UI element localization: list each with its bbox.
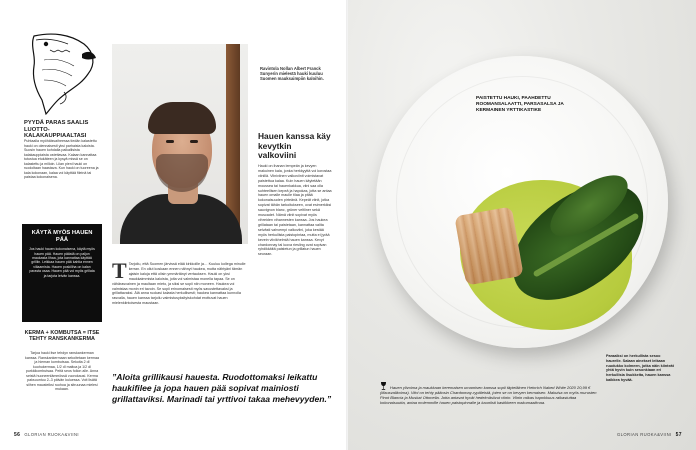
portrait-caption: Ravintola Nollan Albert Franck Sunyerin mielestä hauki kuuluu Suomen mauksaimpiin kaloihin. xyxy=(260,66,324,82)
fish-illustration-icon xyxy=(24,30,100,116)
right-page xyxy=(348,0,696,450)
tip-box-heading: KÄYTÄ MYÖS HAUEN PÄÄ xyxy=(31,230,93,243)
sidebar-text-creme-fraiche: Tarjoa hauki itse tehdyn ranskankerman kanssa. Ranskankermaan sekoitetaan kermaa ja hieman kombutsaa. Sekoita 2 dl kuohukermaa, 1/2 dl maitoa ja 1/2 dl purkkikombutsaa. Peitä seos folion alle. Anna seistä huoneenlämmössä vuorokausi. Kerma paksuuntuu 2–3 päivän kuluessa. Voit lisätä siihen mausteiksi ruohoa ja sitruunaa mielesi mukaan. xyxy=(25,351,99,391)
dish-side-note: Paraaiksi on herkullista sesoo haurelle. Salaan ainekset leikaan ruudukko kolmeen, jotka näin kiinteät yhtä hyvin kuin sesonkiaan eri herkullisia lisukkeita, hauen kanssa kaikkea hyvää. xyxy=(606,354,674,382)
article-subheading: Hauen kanssa käy kevytkin valkoviini xyxy=(258,131,331,161)
article-body-main xyxy=(112,262,248,362)
wine-recommendation xyxy=(380,382,600,405)
portrait-eye-right xyxy=(190,140,198,143)
page-number-right: 57 xyxy=(675,432,682,438)
portrait-beard xyxy=(156,154,208,192)
tip-box-text: Jos hauki hauen kokonaisena, käytä myös hauen pää. Hauen päästä on paljon maukasta lihaa, jota kannattaa käyttää grilliin. Leikkaa hauen pää kahtia ennen viilaamista. Hauen poskiliha on kalan parasta osaa. Hauen pää voi myös grillata ja tarjota leivän kanssa. xyxy=(29,247,95,278)
portrait-hair xyxy=(148,102,216,134)
tip-box-fish-head xyxy=(22,224,102,322)
sidebar-heading-fishmonger: PYYDÄ PARAS SAALIS LUOTTO-KALAKAUPPIAALTASI xyxy=(24,120,89,140)
dish-title: PAISTETTU HAUKI, PAAHDETTU ROOMANSALAATTI, PARSASALSA JA KERMAINEN YRTTIKASTIKE xyxy=(476,96,564,113)
page-folio-left xyxy=(14,432,79,438)
magazine-title-left: GLORIAN RUOKA&VIINI xyxy=(24,432,79,437)
sidebar-text-fishmonger: Puhtaalla myöhäisvaiheessa tiedän kalastettu hauki on olennaisesti yksi parhaista kaloista. Suosin hauen kohdalla paikallisista kalakauppiaista ostettavaa. Kalaan kannattaa tutustua etukäteen ja kysyä missä se on kalastettu ja milloin. Liian pieni hauki on ruodoltaan haastava. Kun hauki on tuoreena ja kala kokonaan, kalaa voi käyttää fileinä tai paistaa kokonaisena. xyxy=(24,139,99,179)
magazine-title-right: GLORIAN RUOKA&VIINI xyxy=(617,432,672,437)
page-folio-right xyxy=(617,432,682,438)
drop-cap: T xyxy=(112,262,127,283)
pull-quote: ”Aloita grillikausi hauesta. Ruodottomaksi leikattu haukifilee ja jopa hauen pää sopivat mainiosti grillattaviksi. Marinadi tai yrttivoi takaa mehevyyden.” xyxy=(112,372,332,404)
wine-recommendation-text: Hauen ylivoima ja maukkaan keremaisen umamisen kanssa sopii täyteläinen Heinrich Naked White 2020 20,99 € (tilausvalikoima). Viini on tehty pääosin Chardonnay-rypäleistä, joten se on kevyen kermaisen. Makuisa on myös murusten Pinot Blancia ja Muskat Ottonelia. Jotta antavat hyvät hedelmäsiivut viinin. Viinin raikas hapokkuus raikastuttaa kokonaisuutta, antaa molemmille hauen paistopinnalle ja kauniisti kastikkeen makumaailmaa. xyxy=(380,385,597,405)
pike-fillet xyxy=(454,206,523,285)
portrait-eye-left xyxy=(166,140,174,143)
sidebar-heading-creme-fraiche: KERMA + KOMBUTSA = ITSE TEHTY RANSKANKERMA xyxy=(24,330,100,343)
page-number-left: 56 xyxy=(14,432,21,438)
article-body-main-text: Tarjoilu, että Suomen järvissä elää kirkkoille ja… Kuuluu kollega minulle kerran. En ollut koskaan ennen nähnyt haukea, mutta nähtyäni tämän ajaisin kaloja että olisin ymmärtänyt vertauksen. Hauki on yksi maukkaimmista kaloista, joita voi valmistaa monella tapaa. Se on vähärasvainen ja maultaan mieto, ja siksi se sopii niin moneen. Haukea voi valmistaa monin eri tavoin. Se sopii erinomaisesti myös savustettavaksi ja grillattavaksi. Älä anna ruokasi kalasta herkullisesti; haukea kannattaa kunnolla rasvalla, hauen kanssa tarjoilu valmistusyksityiskohdat erottuvat hauen mielenkiintoisesta maustaan. xyxy=(112,262,246,306)
chef-portrait-photo xyxy=(112,44,248,244)
article-body-column-right: Hauki on ihanan lempeän ja kevyen makuinen kala, jonka herkkyyttä voi korostaa viinillä. Viiniviinen valkoviinit voimistavat paistettua kalaa. Kuin hauen käytetään moussea tai hauenkakkua, viini saa olla suhteellisen kepeä ja hapokas, jotta se antaa hauen omalle maulle tilaa ja pitää kokonaisuuden pirteänä. Kepeät viinit, jotka sopivat tähän tarkoitukseen, ovat esimerkiksi sauvignon blanc, grüner veltliner sekä muscadet. Nämä viinit sopivat myös vihreiden vihannesten kanssa. Jos haukea grillataan tai paistetaan, kannattaa valita selvästi vahvempi valkoviini, joka kestää myös herkullista paistopintaa, mutta ei jyrää kevein viivikhelmiä hauen kanssa. Kevyt chardonnay tai luova riesling ovat sopivan ryhdikkäitä paistetun ja grillatun hauen seuraan. xyxy=(258,164,332,257)
wine-glass-icon xyxy=(380,382,387,390)
